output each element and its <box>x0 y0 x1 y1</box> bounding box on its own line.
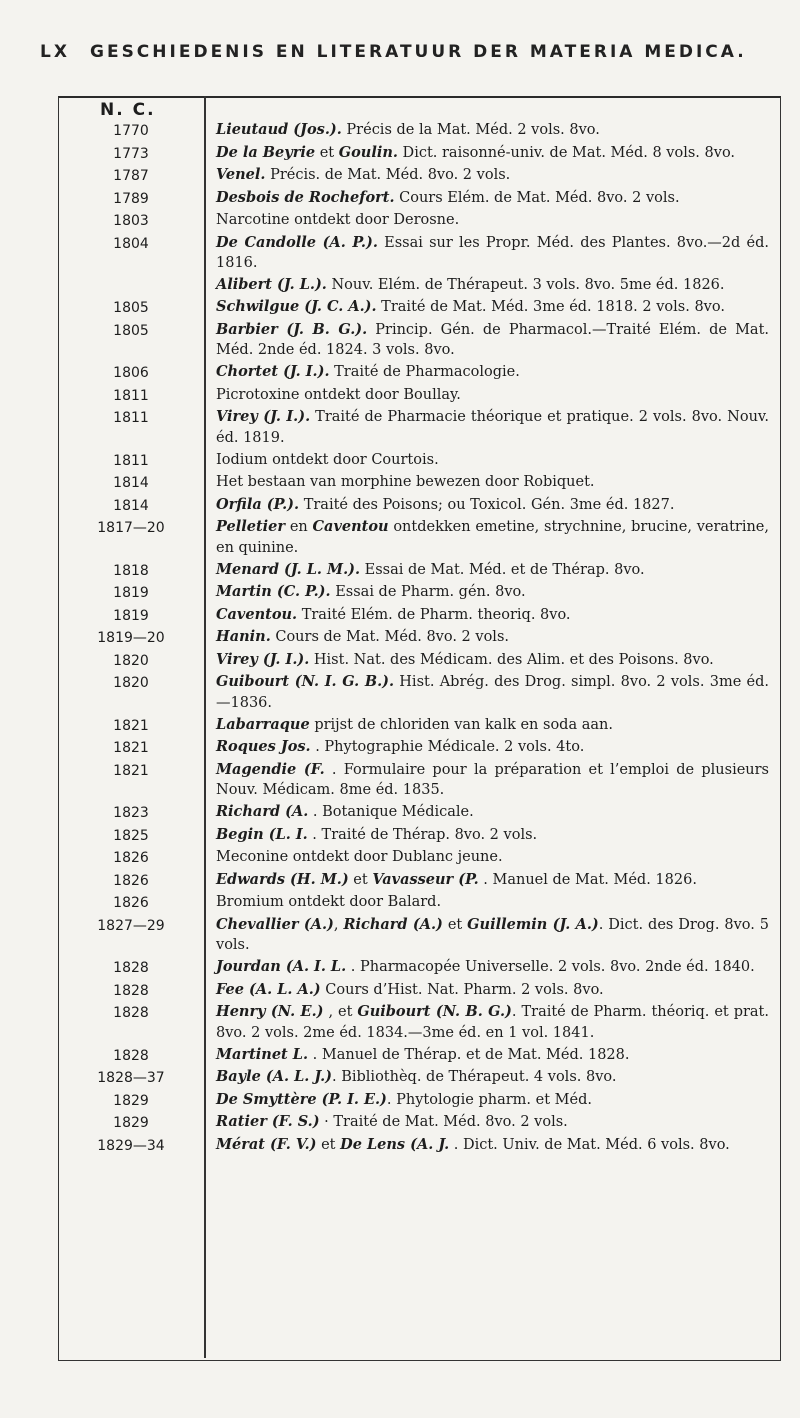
table-row <box>58 1090 779 1111</box>
author-name: Martinet L. <box>216 1045 309 1063</box>
row-year: 1829 <box>113 1092 149 1109</box>
row-year: 1829 <box>113 1115 149 1131</box>
author-name: Caventou <box>312 518 389 535</box>
author-name: Roques Jos. <box>216 738 311 755</box>
entry-text: Essai de Pharm. gén. 8vo. <box>330 584 526 600</box>
row-year: 1828 <box>113 1047 149 1064</box>
row-entry <box>204 233 779 274</box>
author-name: Mérat (F. V.) <box>216 1135 317 1153</box>
row-entry <box>204 1045 779 1066</box>
row-entry <box>204 672 779 713</box>
table-row <box>58 915 779 956</box>
entry-text: Meconine ontdekt door Dublanc jeune. <box>216 849 503 865</box>
row-year: 1818 <box>113 562 149 579</box>
entry-text: et <box>316 1136 341 1153</box>
entry-text: et <box>315 144 339 161</box>
row-year: 1787 <box>113 168 149 184</box>
table-row <box>58 210 779 231</box>
author-name: Bayle (A. L. J.) <box>216 1068 332 1085</box>
row-year: 1805 <box>113 322 149 339</box>
entry-text: Traité de Mat. Méd. 3me éd. 1818. 2 vols. 8vo. <box>376 299 725 315</box>
row-year: 1806 <box>113 365 149 381</box>
table-row <box>58 1067 779 1088</box>
row-year: 1821 <box>113 740 149 756</box>
author-name: Caventou. <box>216 605 298 623</box>
author-name: Henry (N. E.) <box>216 1003 324 1020</box>
row-year: 1803 <box>113 213 149 229</box>
table-row <box>58 320 779 361</box>
row-entry <box>204 847 779 868</box>
author-name: Desbois de Rochefort. <box>216 188 395 206</box>
row-year: 1814 <box>113 497 149 514</box>
entry-text: Traité Elém. de Pharm. theoriq. 8vo. <box>297 606 571 623</box>
entry-text: ontdekken emetine, strychnine, brucine, veratrine, en quinine. <box>216 519 770 556</box>
row-year: 1829—34 <box>97 1137 165 1154</box>
row-entry <box>204 385 779 406</box>
row-year: 1826 <box>113 872 149 889</box>
author-name: Barbier (J. B. G.). <box>216 320 368 338</box>
table-row <box>58 517 779 558</box>
row-year: 1820 <box>113 675 149 691</box>
row-entry <box>204 870 779 891</box>
author-name: De Lens (A. J. <box>340 1135 450 1153</box>
row-entry <box>204 560 779 581</box>
entry-text: . Manuel de Thérap. et de Mat. Méd. 1828. <box>308 1046 630 1063</box>
row-year: 1773 <box>113 145 149 162</box>
table-row <box>58 1045 779 1066</box>
table-row <box>58 297 779 318</box>
entry-text: Princip. Gén. de Pharmacol.—Traité Elém. de Mat. Méd. 2nde éd. 1824. 3 vols. 8vo. <box>216 321 770 358</box>
entry-text: Hist. Abrég. des Drog. simpl. 8vo. 2 vols. 3me éd.—1836. <box>216 674 769 711</box>
author-name: Guillemin (J. A.) <box>467 915 599 933</box>
entry-text: · Traité de Mat. Méd. 8vo. 2 vols. <box>319 1114 568 1130</box>
page-title: GESCHIEDENIS EN LITERATUUR DER MATERIA MEDICA. <box>90 42 747 62</box>
table-row <box>58 120 779 141</box>
entry-text: Cours Elém. de Mat. Méd. 8vo. 2 vols. <box>394 189 680 206</box>
row-entry <box>204 1067 779 1088</box>
entry-text: Cours de Mat. Méd. 8vo. 2 vols. <box>270 629 509 645</box>
entry-text: Précis. de Mat. Méd. 8vo. 2 vols. <box>265 167 511 183</box>
entry-text: . Pharmacopée Universelle. 2 vols. 8vo. 2nde éd. 1840. <box>346 959 755 975</box>
row-year: 1828 <box>113 960 149 976</box>
author-name: Chortet (J. I.). <box>216 363 330 380</box>
author-name: Fee (A. L. A.) <box>216 980 321 998</box>
row-entry <box>204 957 779 978</box>
table-row <box>58 385 779 406</box>
author-name: Venel. <box>216 166 266 183</box>
author-name: Martin (C. P.). <box>216 583 331 600</box>
row-year: 1811 <box>113 410 149 426</box>
row-entry <box>204 980 779 1001</box>
author-name: Richard (A. <box>216 803 309 820</box>
entry-text: Bromium ontdekt door Balard. <box>216 894 442 910</box>
table-row <box>58 560 779 581</box>
row-year: 1821 <box>113 762 149 779</box>
entry-text: . Dict. des Drog. 8vo. 5 vols. <box>216 916 769 953</box>
table-row <box>58 760 779 801</box>
row-year: 1817—20 <box>97 520 165 536</box>
author-name: Menard (J. L. M.). <box>216 560 361 578</box>
author-name: De la Beyrie <box>216 143 316 161</box>
entry-text: prijst de chloriden van kalk en soda aan. <box>309 716 613 733</box>
table-row <box>58 407 779 448</box>
row-year: 1825 <box>113 827 149 844</box>
table-row <box>58 495 779 516</box>
table-row <box>58 892 779 913</box>
author-name: Magendie (F. <box>216 760 325 778</box>
row-entry <box>204 802 779 823</box>
row-entry <box>204 362 779 383</box>
table-row <box>58 605 779 626</box>
row-entry <box>204 915 779 956</box>
author-name: Orfila (P.). <box>216 495 300 513</box>
entry-text: . Botanique Médicale. <box>308 804 474 820</box>
table-row <box>58 582 779 603</box>
row-year: 1820 <box>113 652 149 669</box>
entry-text: en <box>285 519 313 535</box>
table-row <box>58 165 779 186</box>
row-entry <box>204 825 779 846</box>
table-row <box>58 1002 779 1043</box>
table-body <box>58 120 779 1157</box>
page-number: LX <box>40 42 70 62</box>
entry-text: . Phytologie pharm. et Méd. <box>386 1091 592 1108</box>
row-entry <box>204 605 779 626</box>
entry-text: . Formulaire pour la préparation et l’emploi de plusieurs Nouv. Médicam. 8me éd. 1835. <box>216 761 769 798</box>
row-entry <box>204 1090 779 1111</box>
entry-text: . Phytographie Médicale. 2 vols. 4to. <box>310 739 585 755</box>
table-row <box>58 450 779 471</box>
row-entry <box>204 297 779 318</box>
author-name: Jourdan (A. I. L. <box>216 958 347 975</box>
row-entry <box>204 650 779 671</box>
author-name: De Smyttère (P. I. E.) <box>216 1090 387 1108</box>
table-row <box>58 737 779 758</box>
table-row <box>58 847 779 868</box>
entry-text: et <box>348 871 373 888</box>
author-name: Lieutaud (Jos.). <box>216 121 342 138</box>
row-entry <box>204 582 779 603</box>
author-name: Hanin. <box>216 628 271 645</box>
author-name: Labarraque <box>216 715 310 733</box>
year-column-header: N. C. <box>100 100 156 120</box>
row-entry <box>204 517 779 558</box>
entry-text: . Bibliothèq. de Thérapeut. 4 vols. 8vo. <box>332 1069 617 1085</box>
row-year: 1814 <box>113 475 149 491</box>
row-year: 1805 <box>113 300 149 316</box>
entry-text: . Dict. Univ. de Mat. Méd. 6 vols. 8vo. <box>449 1136 730 1153</box>
table-row <box>58 233 779 274</box>
table-row <box>58 362 779 383</box>
table-row <box>58 870 779 891</box>
row-year: 1811 <box>113 452 149 469</box>
author-name: Richard (A.) <box>343 915 443 933</box>
row-year: 1828—37 <box>97 1070 165 1086</box>
entry-text: Précis de la Mat. Méd. 2 vols. 8vo. <box>341 122 600 138</box>
row-year: 1819 <box>113 607 149 624</box>
author-name: Guibourt (N. I. G. B.). <box>216 673 395 690</box>
author-name: Virey (J. I.). <box>216 650 310 668</box>
author-name: Chevallier (A.) <box>216 915 334 933</box>
author-name: Schwilgue (J. C. A.). <box>216 298 377 315</box>
entry-text: et <box>442 916 468 933</box>
row-entry <box>204 627 779 648</box>
entry-text: Picrotoxine ontdekt door Boullay. <box>216 386 461 403</box>
entry-text: Essai de Mat. Méd. et de Thérap. 8vo. <box>360 561 645 578</box>
author-name: Goulin. <box>338 143 398 161</box>
table-row <box>58 980 779 1001</box>
entry-text: . Manuel de Mat. Méd. 1826. <box>478 871 697 888</box>
table-row <box>58 188 779 209</box>
row-year <box>58 275 204 276</box>
row-year: 1819 <box>113 585 149 601</box>
entry-text: Traité de Pharmacie théorique et pratique. 2 vols. 8vo. Nouv. éd. 1819. <box>216 409 769 446</box>
row-entry <box>204 472 779 493</box>
row-year: 1770 <box>113 123 149 139</box>
entry-text: Traité des Poisons; ou Toxicol. Gén. 3me éd. 1827. <box>299 496 675 513</box>
author-name: Guibourt (N. B. G.) <box>357 1003 512 1020</box>
row-entry <box>204 320 779 361</box>
row-entry <box>204 210 779 231</box>
table-row <box>58 672 779 713</box>
row-entry <box>204 165 779 186</box>
author-name: Alibert (J. L.). <box>216 276 327 293</box>
entry-text: . Traité de Thérap. 8vo. 2 vols. <box>307 826 538 843</box>
row-entry <box>204 495 779 516</box>
row-year: 1811 <box>113 387 149 404</box>
row-entry <box>204 715 779 736</box>
table-row <box>58 627 779 648</box>
entry-text: , et <box>323 1004 358 1020</box>
row-year: 1823 <box>113 805 149 821</box>
table-row <box>58 275 779 296</box>
table-row <box>58 1112 779 1133</box>
entry-text: . Traité de Pharm. théoriq. et prat. 8vo. 2 vols. 2me éd. 1834.—3me éd. en 1 vol. 1841. <box>216 1004 769 1041</box>
table-row <box>58 472 779 493</box>
author-name: Ratier (F. S.) <box>216 1113 320 1130</box>
entry-text: , <box>333 916 344 933</box>
entry-text: Iodium ontdekt door Courtois. <box>216 451 439 468</box>
entry-text: Het bestaan van morphine bewezen door Robiquet. <box>216 474 595 490</box>
row-entry <box>204 450 779 471</box>
author-name: Vavasseur (P. <box>372 870 479 888</box>
entry-text: Nouv. Elém. de Thérapeut. 3 vols. 8vo. 5me éd. 1826. <box>326 277 725 293</box>
table-row <box>58 650 779 671</box>
author-name: Virey (J. I.). <box>216 408 311 425</box>
row-entry <box>204 1002 779 1043</box>
row-entry <box>204 760 779 801</box>
table-row <box>58 825 779 846</box>
row-entry <box>204 143 779 164</box>
table-row <box>58 802 779 823</box>
row-entry <box>204 120 779 141</box>
entry-text: Dict. raisonné-univ. de Mat. Méd. 8 vols. 8vo. <box>397 144 736 161</box>
row-year: 1826 <box>113 895 149 911</box>
entry-text: Hist. Nat. des Médicam. des Alim. et des Poisons. 8vo. <box>309 651 714 668</box>
table-row <box>58 1135 779 1156</box>
row-entry <box>204 1112 779 1133</box>
row-entry <box>204 275 779 296</box>
row-entry <box>204 188 779 209</box>
row-year: 1828 <box>113 1005 149 1021</box>
author-name: Begin (L. I. <box>216 825 308 843</box>
author-name: Pelletier <box>216 518 286 535</box>
row-year: 1821 <box>113 717 149 734</box>
row-year: 1826 <box>113 850 149 866</box>
author-name: De Candolle (A. P.). <box>216 233 378 251</box>
entry-text: Cours d’Hist. Nat. Pharm. 2 vols. 8vo. <box>320 981 604 998</box>
row-entry <box>204 892 779 913</box>
row-year: 1827—29 <box>97 917 165 934</box>
row-year: 1819—20 <box>97 630 165 646</box>
row-entry <box>204 737 779 758</box>
table-row <box>58 715 779 736</box>
row-year: 1789 <box>113 190 149 207</box>
table-row <box>58 957 779 978</box>
author-name: Edwards (H. M.) <box>216 870 349 888</box>
row-entry <box>204 1135 779 1156</box>
entry-text: Essai sur les Propr. Méd. des Plantes. 8vo.—2d éd. 1816. <box>216 234 769 271</box>
row-year: 1804 <box>113 235 149 252</box>
entry-text: Traité de Pharmacologie. <box>329 364 520 380</box>
row-year: 1828 <box>113 982 149 999</box>
row-entry <box>204 407 779 448</box>
table-row <box>58 143 779 164</box>
entry-text: Narcotine ontdekt door Derosne. <box>216 212 460 228</box>
